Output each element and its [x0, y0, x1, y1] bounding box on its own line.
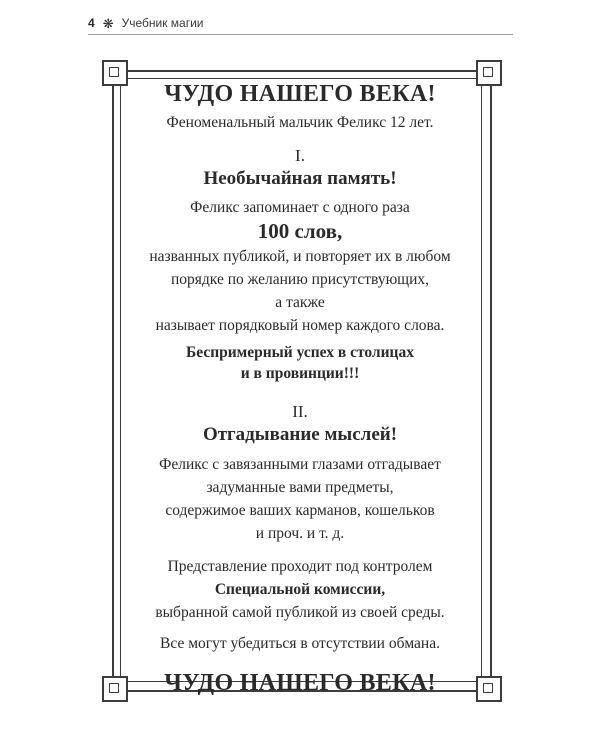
ornament-icon: ❋: [102, 15, 114, 31]
corner-ornament-icon: [476, 676, 502, 702]
section-numeral-2: II.: [292, 402, 308, 421]
section-text-line: содержимое ваших карманов, кошельков: [165, 502, 435, 519]
commission-line: Специальной комиссии,: [214, 581, 386, 598]
section-text-line: порядке по желанию присутствующих,: [170, 271, 430, 288]
control-line: Представление проходит под контролем: [167, 558, 433, 575]
section-text-line: а также: [275, 294, 325, 311]
poster-intro: Феноменальный мальчик Феликс 12 лет.: [166, 114, 434, 131]
running-header: [88, 12, 513, 35]
page-number: 4: [88, 16, 95, 30]
poster-title-top: ЧУДО НАШЕГО ВЕКА!: [164, 81, 436, 107]
corner-ornament-icon: [476, 60, 502, 86]
section-text-line: и проч. и т. д.: [255, 525, 345, 542]
section-text-line: задуманные вами предметы,: [206, 479, 394, 496]
section-heading-1: Необычайная память!: [203, 168, 397, 189]
section-numeral-1: I.: [295, 146, 305, 165]
poster-content: [124, 78, 476, 697]
section-text-line: Феликс с завязанными глазами отгадывает: [159, 456, 441, 473]
success-line: Беспримерный успех в столицах: [186, 344, 414, 361]
control-line: выбранной самой публикой из своей среды.: [155, 604, 445, 621]
section-text-line: называет порядковый номер каждого слова.: [155, 317, 445, 334]
success-line: и в провинции!!!: [240, 365, 360, 382]
book-title: Учебник магии: [121, 16, 204, 30]
section-text-line: названных публикой, и повторяет их в любом: [149, 248, 451, 265]
section-heading-2: Отгадывание мыслей!: [202, 424, 398, 445]
section-highlight: 100 слов,: [257, 219, 343, 243]
section-text-line: Феликс запоминает с одного раза: [190, 199, 410, 216]
poster-title-bottom: ЧУДО НАШЕГО ВЕКА!: [164, 670, 436, 696]
closing-line: Все могут убедиться в отсутствии обмана.: [160, 635, 440, 652]
